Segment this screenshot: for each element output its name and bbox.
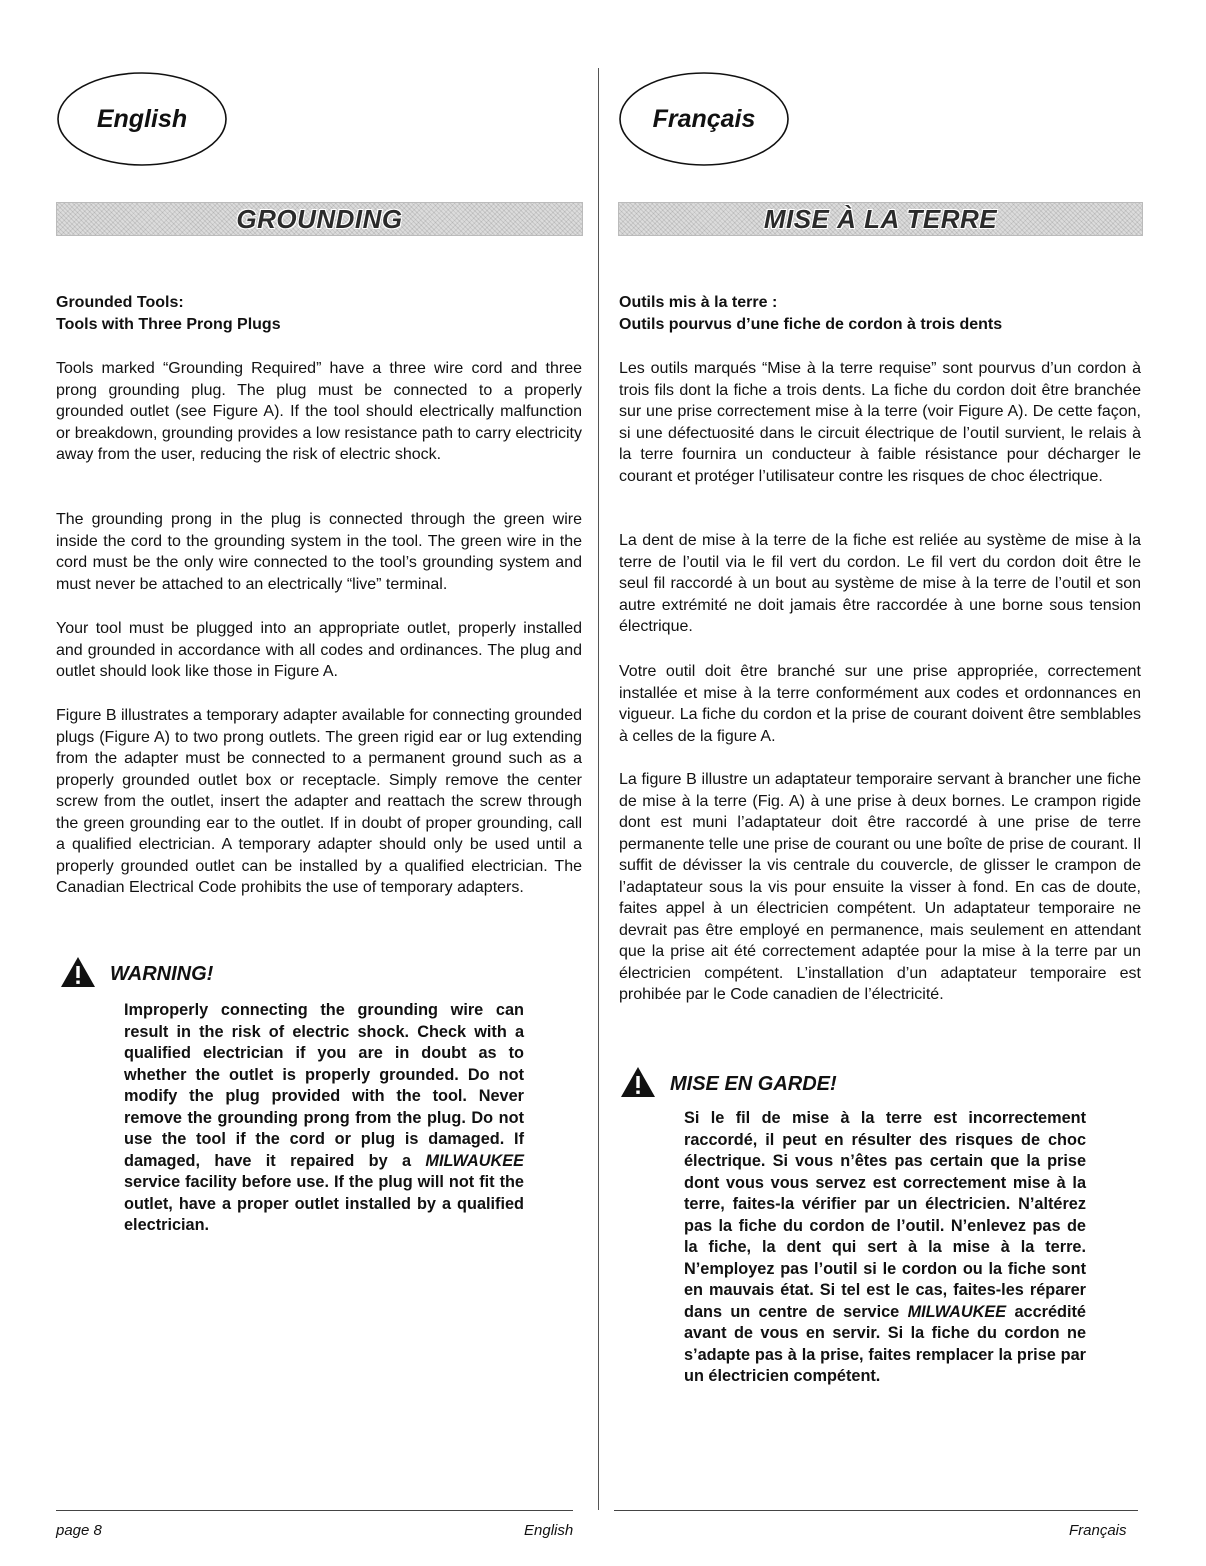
paragraph-2: La dent de mise à la terre de la fiche est reliée au système de mise à la terre de l’outil via le fil vert du cordon. Le fil vert du cordon doit être le seul fil raccordé à un bout au système de mise à la terre de l’outil et son autre extrémité ne doit jamais être raccordée à une borne sous tension électrique. [619,532,1141,635]
warning-text-part-2: accrédité avant de vous en servir. Si la fiche du cordon ne s’adapte pas à la prise, faites remplacer la prise par un électricien compétent. [684,1302,1086,1385]
brand-name: MILWAUKEE [425,1151,524,1170]
column-divider [598,68,599,1510]
language-label: English [96,105,188,133]
subheading-line-1: Grounded Tools: [56,294,184,311]
paragraph-2: The grounding prong in the plug is connected through the green wire inside the cord to the grounding system in the tool. The green wire in the cord must be the only wire connected to the tool’s grounding system and must never be attached to an electrically “live” terminal. [56,511,582,593]
subheading-line-2: Tools with Three Prong Plugs [56,316,281,333]
section-title: MISE À LA TERRE [763,204,998,234]
subheading-line-2: Outils pourvus d’une fiche de cordon à trois dents [619,316,1003,333]
subheading-line-1: Outils mis à la terre : [619,294,778,311]
footer-rule-right [614,1510,1138,1511]
section-banner-grounding [56,202,583,236]
warning-triangle-icon [60,956,96,988]
warning-title: MISE EN GARDE! [670,1073,837,1095]
brand-name: MILWAUKEE [907,1302,1007,1321]
warning-title: WARNING! [110,963,214,985]
warning-text-part-1: Improperly connecting the grounding wire can result in the risk of electric shock. Check with a qualified electrician if you are in doubt as to whether the outlet is properly grounded. Do not modify the plug provided with the tool. Never remove the grounding prong from the plug. Do not use the tool if the cord or plug is damaged. If damaged, have it repaired by a [124,1001,524,1170]
footer-rule-left [56,1510,573,1511]
paragraph-4: Figure B illustrates a temporary adapter available for connecting grounded plugs (Figure A) to two prong outlets. The green rigid ear or lug extending from the adapter must be connected to a permanent ground such as a properly grounded outlet box or receptacle. Simply remove the center screw from the outlet, insert the adapter and reattach the screw through the green grounding ear to the outlet. If in doubt of proper grounding, call a qualified electrician. A temporary adapter should only be used until a properly grounded outlet can be installed by a qualified electrician. The Canadian Electrical Code prohibits the use of temporary adapters. [56,707,582,896]
subheading [56,292,582,336]
warning-text [124,1000,524,1237]
warning-text-part-1: Si le fil de mise à la terre est incorrectement raccordé, il peut en résulter des risques de choc électrique. Si vous n’êtes pas certain que la prise dont vous vous servez est correctement mise à la terre, faites-la vérifier par un électricien. N’altérez pas la fiche du cordon de l’outil. N’enlevez pas de la fiche, la dent qui sert à la mise à la terre. N’employez pas l’outil si le cordon ou la fiche sont en mauvais état. Si tel est le cas, faites-les réparer dans un centre de service [684,1109,1086,1321]
footer-language-english: English [524,1522,574,1539]
subheading [619,292,1143,336]
section-title: GROUNDING [236,204,403,234]
paragraph-1: Les outils marqués “Mise à la terre requise” sont pourvus d’un cordon à trois fils dont la fiche a trois dents. La fiche du cordon doit être branchée sur une prise correctement mise à la terre (voir Figure A). De cette façon, si une défectuosité dans le circuit électrique de l’outil survient, le relais à la terre fournira un conducteur à faible résistance pour décharger le courant et protéger l’utilisateur contre les risques de choc électrique. [619,360,1141,485]
language-badge-french [618,68,790,170]
warning-text-part-2: service facility before use. If the plug will not fit the outlet, have a proper outlet installed by a qualified electrician. [124,1173,524,1234]
language-label: Français [652,105,756,133]
paragraph-3: Your tool must be plugged into an appropriate outlet, properly installed and grounded in accordance with all codes and ordinances. The plug and outlet should look like those in Figure A. [56,620,582,680]
footer-language-french: Français [1069,1522,1127,1539]
warning-text [684,1108,1086,1388]
page-number: page 8 [56,1522,102,1539]
paragraph-1: Tools marked “Grounding Required” have a three wire cord and three prong grounding plug. The plug must be connected to a properly grounded outlet (see Figure A). If the tool should electrically malfunction or breakdown, grounding provides a low resistance path to carry electricity away from the user, reducing the risk of electric shock. [56,360,582,463]
language-badge-english [56,68,228,170]
warning-triangle-icon [620,1066,656,1098]
paragraph-3: Votre outil doit être branché sur une prise appropriée, correctement installée et mise à la terre conformément aux codes et ordonnances en vigueur. La fiche du cordon et la prise de courant doivent être semblables à celles de la figure A. [619,663,1141,745]
section-banner-mise-a-la-terre [618,202,1143,236]
paragraph-4: La figure B illustre un adaptateur temporaire servant à brancher une fiche de mise à la terre (Fig. A) à une prise à deux bornes. Le crampon rigide dont est muni l’adaptateur doit être raccordé à une prise de terre permanente telle une prise de courant ou une boîte de prise de courant. Il suffit de dévisser la vis centrale du couvercle, de glisser le crampon de l’adaptateur sous la vis pour ensuite la visser à fond. En cas de doute, faites appel à un électricien compétent. Un adaptateur temporaire ne devrait pas être employé en permanence, mais seulement en attendant que la prise ait été correctement adaptée pour la mise à la terre par un électricien compétent. L’installation d’un adaptateur temporaire est prohibée par le Code canadien de l’électricité. [619,771,1141,1003]
